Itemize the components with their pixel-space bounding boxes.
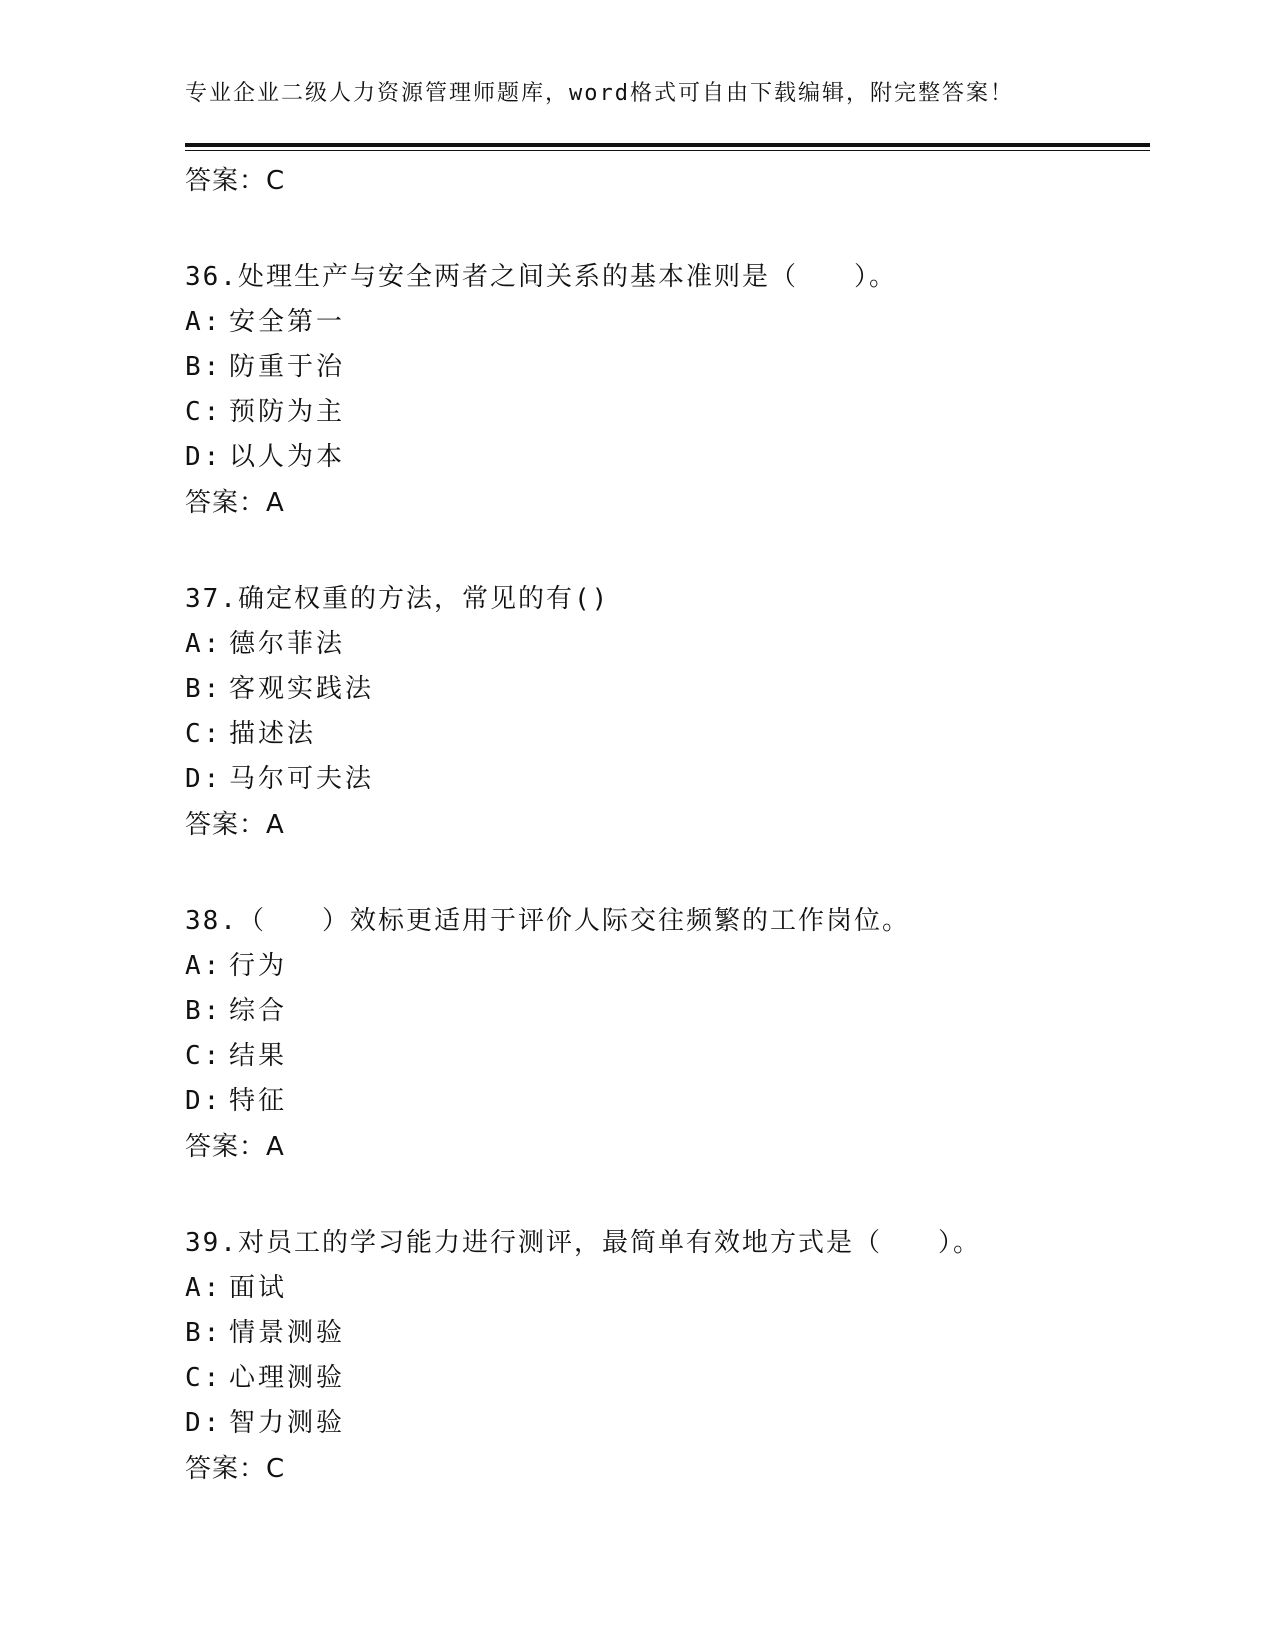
- option-b: [185, 1311, 1150, 1356]
- answer-line: 答案：C: [185, 1454, 286, 1484]
- option-text: 行为: [229, 951, 288, 981]
- option-key: C:: [185, 397, 223, 427]
- option-d: [185, 435, 1150, 480]
- header-divider: [185, 143, 1150, 147]
- option-key: C:: [185, 719, 223, 749]
- option-c: [185, 712, 1150, 757]
- option-text: 心理测验: [229, 1363, 346, 1393]
- question-stem: 38.（ ）效标更适用于评价人际交往频繁的工作岗位。: [185, 906, 910, 936]
- option-c: [185, 390, 1150, 435]
- option-d: [185, 1079, 1150, 1124]
- option-key: B:: [185, 996, 223, 1026]
- option-a: [185, 1266, 1150, 1311]
- option-key: A:: [185, 951, 223, 981]
- answer-line: 答案：A: [185, 810, 285, 840]
- option-text: 预防为主: [229, 397, 346, 427]
- option-key: B:: [185, 352, 223, 382]
- question-stem: 36.处理生产与安全两者之间关系的基本准则是（ ）。: [185, 262, 897, 292]
- option-text: 智力测验: [229, 1408, 346, 1438]
- option-a: [185, 300, 1150, 345]
- option-text: 德尔菲法: [229, 629, 346, 659]
- option-key: C:: [185, 1363, 223, 1393]
- option-text: 结果: [229, 1041, 288, 1071]
- answer-line: 答案：A: [185, 1132, 285, 1162]
- option-key: A:: [185, 1273, 223, 1303]
- option-b: [185, 667, 1150, 712]
- option-c: [185, 1356, 1150, 1401]
- option-key: A:: [185, 307, 223, 337]
- option-text: 客观实践法: [229, 674, 375, 704]
- question-36: [185, 254, 1150, 526]
- question-stem: 37.确定权重的方法，常见的有(): [185, 584, 610, 614]
- question-39: [185, 1220, 1150, 1492]
- option-d: [185, 757, 1150, 802]
- page-header: 专业企业二级人力资源管理师题库，word格式可自由下载编辑，附完整答案！: [185, 81, 1014, 106]
- option-key: C:: [185, 1041, 223, 1071]
- option-key: A:: [185, 629, 223, 659]
- option-text: 描述法: [229, 719, 317, 749]
- option-b: [185, 345, 1150, 390]
- option-text: 防重于治: [229, 352, 346, 382]
- option-a: [185, 622, 1150, 667]
- option-key: B:: [185, 1318, 223, 1348]
- question-37: [185, 576, 1150, 848]
- option-text: 以人为本: [229, 442, 346, 472]
- previous-answer: 答案：C: [185, 166, 286, 196]
- option-key: D:: [185, 1086, 223, 1116]
- header-divider-thin: [185, 150, 1150, 151]
- option-key: D:: [185, 1408, 223, 1438]
- option-text: 特征: [229, 1086, 288, 1116]
- option-text: 安全第一: [229, 307, 346, 337]
- option-text: 综合: [229, 996, 288, 1026]
- option-key: B:: [185, 674, 223, 704]
- option-key: D:: [185, 764, 223, 794]
- option-text: 面试: [229, 1273, 288, 1303]
- option-a: [185, 944, 1150, 989]
- question-stem: 39.对员工的学习能力进行测评，最简单有效地方式是（ ）。: [185, 1228, 981, 1258]
- option-text: 情景测验: [229, 1318, 346, 1348]
- option-d: [185, 1401, 1150, 1446]
- option-key: D:: [185, 442, 223, 472]
- option-b: [185, 989, 1150, 1034]
- answer-line: 答案：A: [185, 488, 285, 518]
- option-text: 马尔可夫法: [229, 764, 375, 794]
- question-38: [185, 898, 1150, 1170]
- question-list: [185, 158, 1150, 1492]
- option-c: [185, 1034, 1150, 1079]
